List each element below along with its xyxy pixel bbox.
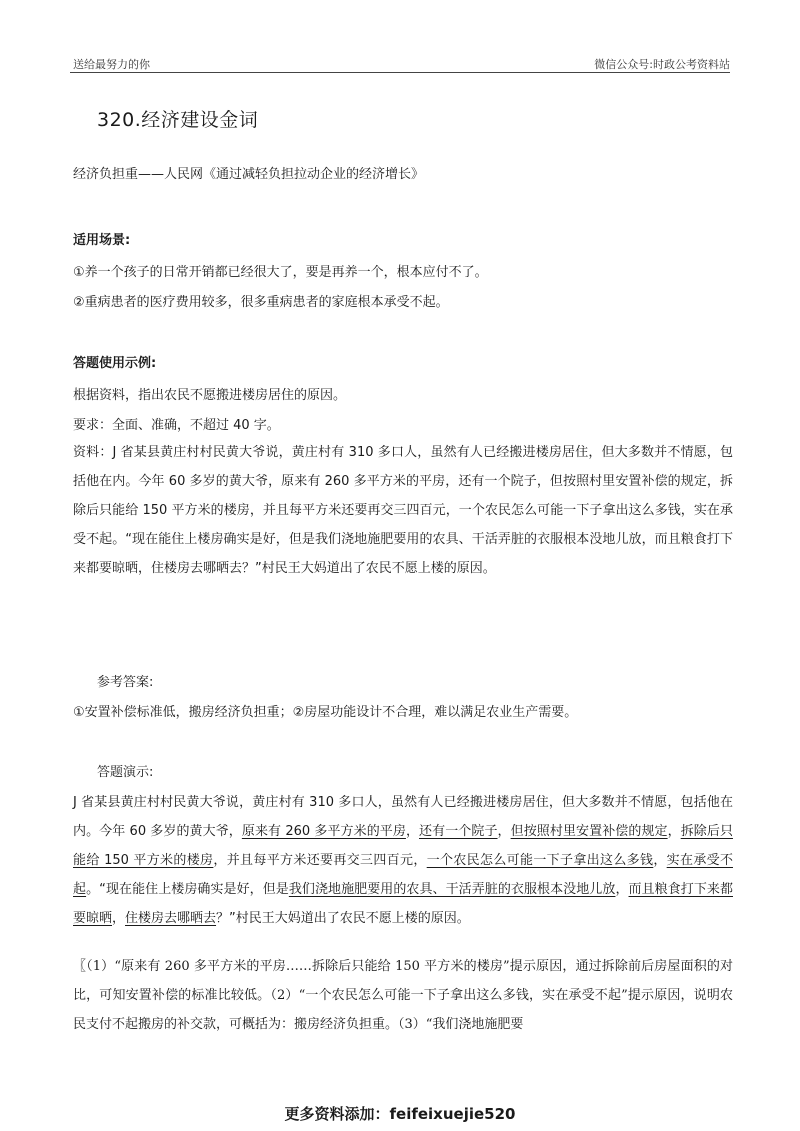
example-question: 根据资料，指出农民不愿搬进楼房居住的原因。	[73, 388, 347, 403]
example-material: 资料：J 省某县黄庄村村民黄大爷说，黄庄村有 310 多口人，虽然有人已经搬进楼房居住，但大多数并不情愿，包括他在内。今年 60 多岁的黄大爷，原来有 260 多平方米的平房，还有一个院子，但按照村里安置补偿的规定，拆除后只能给 150 平方米的楼房，并且每平方米还要再交三四百元，一个农民怎么可能一下子拿出这么多钱，实在承受不起。“现在能住上楼房确实是好，但是我们浇地施肥要用的农具、干活弄脏的衣服根本没地儿放，而且粮食打下来都要晾晒，住楼房去哪晒去？”村民王大妈道出了农民不愿上楼的原因。	[73, 445, 733, 576]
phrase-source: 经济负担重——人民网《通过减轻负担拉动企业的经济增长》	[73, 167, 425, 182]
scenario-item-1: ①养一个孩子的日常开销都已经很大了，要是再养一个，根本应付不了。	[73, 265, 488, 280]
text-segment: ，	[497, 824, 511, 839]
demo-material	[73, 788, 733, 933]
header-divider	[70, 72, 730, 73]
underlined-segment: 住楼房去哪晒去	[125, 911, 217, 926]
text-segment: ，	[112, 911, 126, 926]
underlined-segment: 我们浇地施肥要用的农具、干活弄脏的衣服根本没地儿放	[288, 882, 616, 897]
demo-analysis: 〖（1）“原来有 260 多平方米的平房……拆除后只能给 150 平方米的楼房”提示原因，通过拆除前后房屋面积的对比，可知安置补偿的标准比较低。（2）“一个农民怎么可能一下子拿出这么多钱，实在承受不起”提示原因，说明农民支付不起搬房的补交款，可概括为：搬房经济负担重。（3）“我们浇地施肥要	[73, 959, 733, 1032]
text-segment: ，	[667, 824, 681, 839]
underlined-segment: 实在承受不起	[73, 853, 733, 897]
underlined-segment: 拆除后只能给 150 平方米的楼房	[73, 824, 733, 868]
example-heading: 答题使用示例:	[73, 356, 157, 371]
text-segment: ？”村民王大妈道出了农民不愿上楼的原因。	[216, 911, 470, 926]
text-segment: ，	[615, 882, 629, 897]
underlined-segment: 原来有 260 多平方米的平房	[241, 824, 406, 839]
page-title: 320.经济建设金词	[97, 109, 259, 131]
answer-heading: 参考答案:	[97, 675, 154, 690]
underlined-segment: 还有一个院子	[419, 824, 498, 839]
text-segment: ，并且每平方米还要再交三四百元，	[213, 853, 427, 868]
example-requirement: 要求：全面、准确，不超过 40 字。	[73, 418, 280, 433]
underlined-segment: 但按照村里安置补偿的规定	[510, 824, 668, 839]
demo-heading: 答题演示:	[97, 765, 154, 780]
header-left-text: 送给最努力的你	[73, 58, 150, 71]
header-right-text: 微信公众号:时政公考资料站	[594, 58, 730, 71]
text-segment: J 省某县黄庄村村民黄大爷说，黄庄村有 310 多口人，虽然有人已经搬进楼房居住，但大多数并不情愿，包括他在内。今年 60 多岁的黄大爷，	[73, 795, 733, 839]
footer-contact: 更多资料添加：feifeixuejie520	[284, 1105, 516, 1123]
scenario-item-2: ②重病患者的医疗费用较多，很多重病患者的家庭根本承受不起。	[73, 295, 449, 310]
text-segment: ，	[653, 853, 667, 868]
answer-text: ①安置补偿标准低，搬房经济负担重；②房屋功能设计不合理，难以满足农业生产需要。	[73, 705, 578, 720]
underlined-segment: 一个农民怎么可能一下子拿出这么多钱	[426, 853, 654, 868]
text-segment: ，	[405, 824, 420, 839]
underlined-segment: 而且粮食打下来都要晾晒	[73, 882, 733, 926]
scenario-heading: 适用场景:	[73, 233, 131, 248]
text-segment: 。“现在能住上楼房确实是好，但是	[86, 882, 289, 897]
